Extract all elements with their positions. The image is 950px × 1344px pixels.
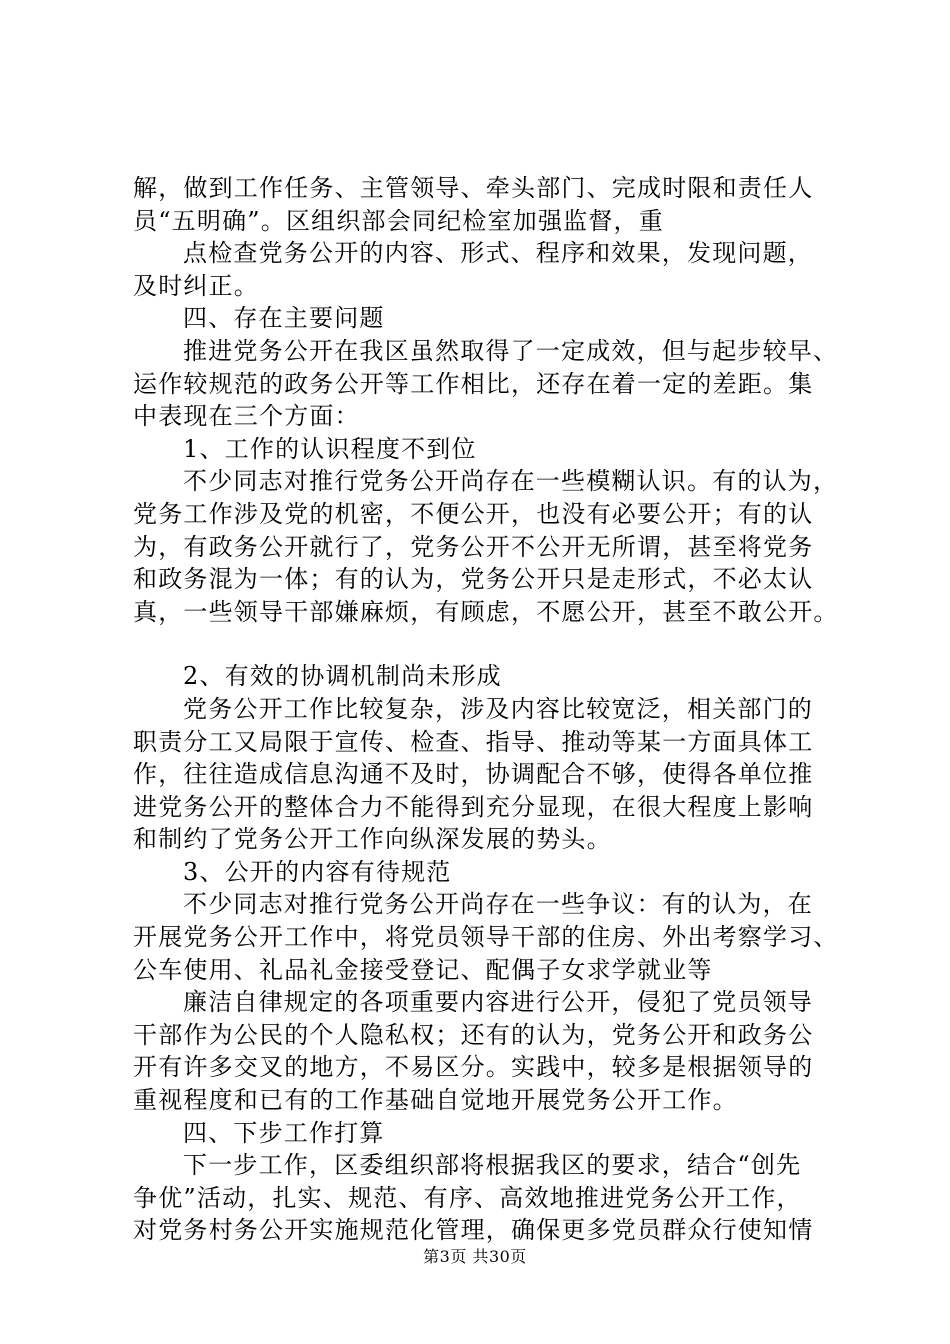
text-line: 职责分工又局限于宣传、检查、指导、推动等某一方面具体工 [133,727,814,756]
text-line: 推进党务公开在我区虽然取得了一定成效，但与起步较早、 [183,336,839,365]
text-line: 和政务混为一体；有的认为，党务公开只是走形式，不必太认 [133,565,814,594]
text-line: 争优”活动，扎实、规范、有序、高效地推进党务公开工作， [133,1183,802,1212]
section-heading: 四、存在主要问题 [183,304,385,333]
text-line: 廉洁自律规定的各项重要内容进行公开，侵犯了党员领导 [183,988,813,1017]
text-line: 不少同志对推行党务公开尚存在一些争议：有的认为，在 [183,890,813,919]
text-line: 不少同志对推行党务公开尚存在一些模糊认识。有的认为， [183,467,839,496]
text-line: 重视程度和已有的工作基础自觉地开展党务公开工作。 [133,1086,738,1115]
text-line: 进党务公开的整体合力不能得到充分显现，在很大程度上影响 [133,792,814,821]
subsection-heading: 3、公开的内容有待规范 [183,857,452,886]
text-line: 解，做到工作任务、主管领导、牵头部门、完成时限和责任人 [133,174,814,202]
section-heading: 四、下步工作打算 [183,1118,385,1147]
text-line: 公车使用、礼品礼金接受登记、配偶子女求学就业等 [133,955,713,984]
text-line: 真，一些领导干部嫌麻烦，有顾虑，不愿公开，甚至不敢公开。 [133,597,839,626]
page-number: 第3页 共30页 [423,1247,527,1266]
text-line: 党务公开工作比较复杂，涉及内容比较宽泛，相关部门的 [183,694,813,723]
text-line: 员“五明确”。区组织部会同纪检室加强监督，重 [133,206,664,235]
text-line: 干部作为公民的个人隐私权；还有的认为，党务公开和政务公 [133,1020,814,1049]
text-line: 作，往往造成信息沟通不及时，协调配合不够，使得各单位推 [133,760,814,789]
text-line: 开有许多交叉的地方，不易区分。实践中，较多是根据领导的 [133,1053,814,1082]
text-line: 开展党务公开工作中，将党员领导干部的住房、外出考察学习、 [133,923,839,952]
paragraph-gap [133,628,833,660]
subsection-heading: 2、有效的协调机制尚未形成 [183,662,502,691]
subsection-heading: 1、工作的认识程度不到位 [183,434,477,463]
text-line: 对党务村务公开实施规范化管理，确保更多党员群众行使知情 [133,1216,814,1245]
text-line: 运作较规范的政务公开等工作相比，还存在着一定的差距。集 [133,369,814,398]
text-line: 为，有政务公开就行了，党务公开不公开无所谓，甚至将党务 [133,532,814,561]
text-line: 下一步工作，区委组织部将根据我区的要求，结合“创先 [183,1151,802,1180]
text-line: 和制约了党务公开工作向纵深发展的势头。 [133,825,612,854]
text-line: 党务工作涉及党的机密，不便公开，也没有必要公开；有的认 [133,499,814,528]
text-line: 点检查党务公开的内容、形式、程序和效果，发现问题， [183,239,813,268]
document-body [133,172,839,1247]
text-line: 及时纠正。 [133,271,259,300]
text-line: 中表现在三个方面： [133,402,360,431]
